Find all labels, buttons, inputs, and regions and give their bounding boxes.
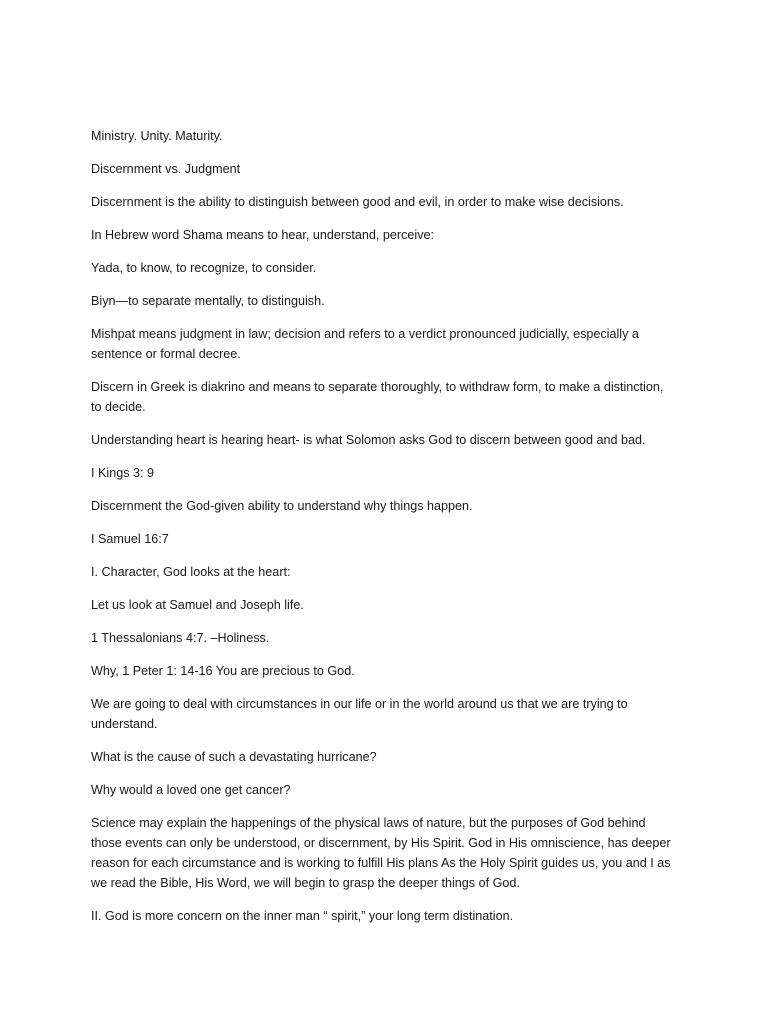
paragraph: Mishpat means judgment in law; decision and refers to a verdict pronounced judicially, especially a sentence or formal decree. (91, 327, 639, 361)
paragraph: What is the cause of such a devastating hurricane? (91, 750, 377, 764)
paragraph: Discernment the God-given ability to understand why things happen. (91, 499, 473, 513)
paragraph: Why, 1 Peter 1: 14-16 You are precious to God. (91, 664, 355, 678)
section-heading: Discernment vs. Judgment (91, 162, 241, 176)
paragraph: In Hebrew word Shama means to hear, understand, perceive: (91, 228, 435, 242)
section-heading: II. God is more concern on the inner man “ spirit,” your long term distination. (91, 909, 514, 923)
paragraph: Science may explain the happenings of the physical laws of nature, but the purposes of God behind those events can only be understood, or discernment, by His Spirit. God in His omniscience, has deeper reason for each circumstance and is working to fulfill His plans As the Holy Spirit guides us, you and I as we read the Bible, His Word, we will begin to grasp the deeper things of God. (91, 816, 671, 890)
paragraph: Yada, to know, to recognize, to consider. (91, 261, 317, 275)
paragraph: Discern in Greek is diakrino and means to separate thoroughly, to withdraw form, to make a distinction, to decide. (91, 380, 664, 414)
paragraph: Let us look at Samuel and Joseph life. (91, 598, 304, 612)
document-body (91, 126, 677, 939)
document-title: Ministry. Unity. Maturity. (91, 129, 223, 143)
paragraph: We are going to deal with circumstances in our life or in the world around us that we are trying to understand. (91, 697, 628, 731)
scripture-reference: I Kings 3: 9 (91, 466, 155, 480)
scripture-reference: 1 Thessalonians 4:7. –Holiness. (91, 631, 270, 645)
paragraph: Discernment is the ability to distinguish between good and evil, in order to make wise decisions. (91, 195, 624, 209)
paragraph: Biyn—to separate mentally, to distinguish. (91, 294, 325, 308)
paragraph: Understanding heart is hearing heart- is what Solomon asks God to discern between good and bad. (91, 433, 646, 447)
section-heading: I. Character, God looks at the heart: (91, 565, 291, 579)
paragraph: Why would a loved one get cancer? (91, 783, 291, 797)
scripture-reference: I Samuel 16:7 (91, 532, 169, 546)
